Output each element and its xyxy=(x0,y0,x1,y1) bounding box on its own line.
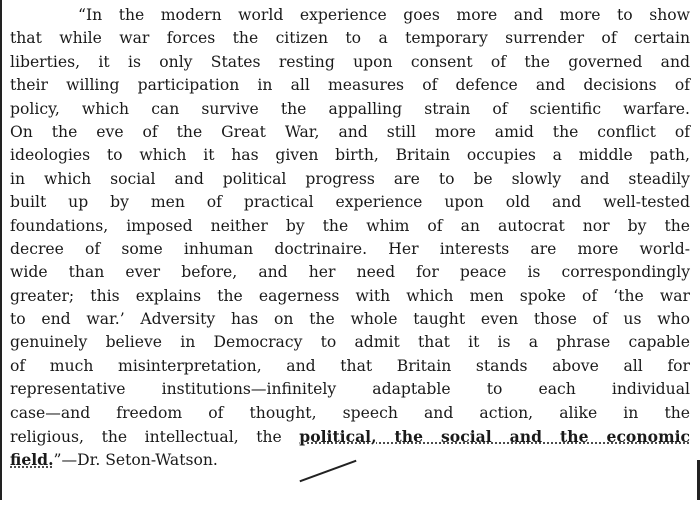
text-line: of much misinterpretation, and that Britain stands above all for xyxy=(10,356,690,375)
text-line: decree of some inhuman doctrinaire. Her interests are more world- xyxy=(10,239,690,258)
text-bold: political, the social and the economic xyxy=(299,427,690,447)
text-line xyxy=(10,425,690,448)
text-plain: religious, the intellectual, the xyxy=(10,428,300,447)
text-line: representative institutions—infinitely adaptable to each individual xyxy=(10,380,690,399)
attribution-line xyxy=(10,448,690,471)
text-line: built up by men of practical experience upon old and well-tested xyxy=(10,193,690,212)
text-line: in which social and political progress are to be slowly and steadily xyxy=(10,169,690,188)
text-line: case—and freedom of thought, speech and action, alike in the xyxy=(10,403,690,422)
text-line: “In the modern world experience goes more and more to show xyxy=(78,6,690,24)
text-line: genuinely believe in Democracy to admit that it is a phrase capable xyxy=(10,333,690,352)
text-line: their willing participation in all measures of defence and decisions of xyxy=(10,76,690,95)
quote-paragraph xyxy=(10,4,690,472)
text-line: wide than ever before, and her need for peace is correspondingly xyxy=(10,263,690,282)
text-line: On the eve of the Great War, and still more amid the conflict of xyxy=(10,122,690,141)
text-line: to end war.’ Adversity has on the whole taught even those of us who xyxy=(10,310,690,329)
text-bold: field. xyxy=(10,450,54,470)
text-line: ideologies to which it has given birth, Britain occupies a middle path, xyxy=(10,146,690,165)
text-line: liberties, it is only States resting upon consent of the governed and xyxy=(10,52,690,71)
text-line: greater; this explains the eagerness with which men spoke of ‘the war xyxy=(10,286,690,305)
page-edge xyxy=(0,0,2,500)
text-line: that while war forces the citizen to a temporary surrender of certain xyxy=(10,29,690,48)
attribution: ”—Dr. Seton-Watson. xyxy=(53,451,218,470)
text-line: policy, which can survive the appalling strain of scientific warfare. xyxy=(10,99,690,118)
text-line: foundations, imposed neither by the whim of an autocrat nor by the xyxy=(10,216,690,235)
